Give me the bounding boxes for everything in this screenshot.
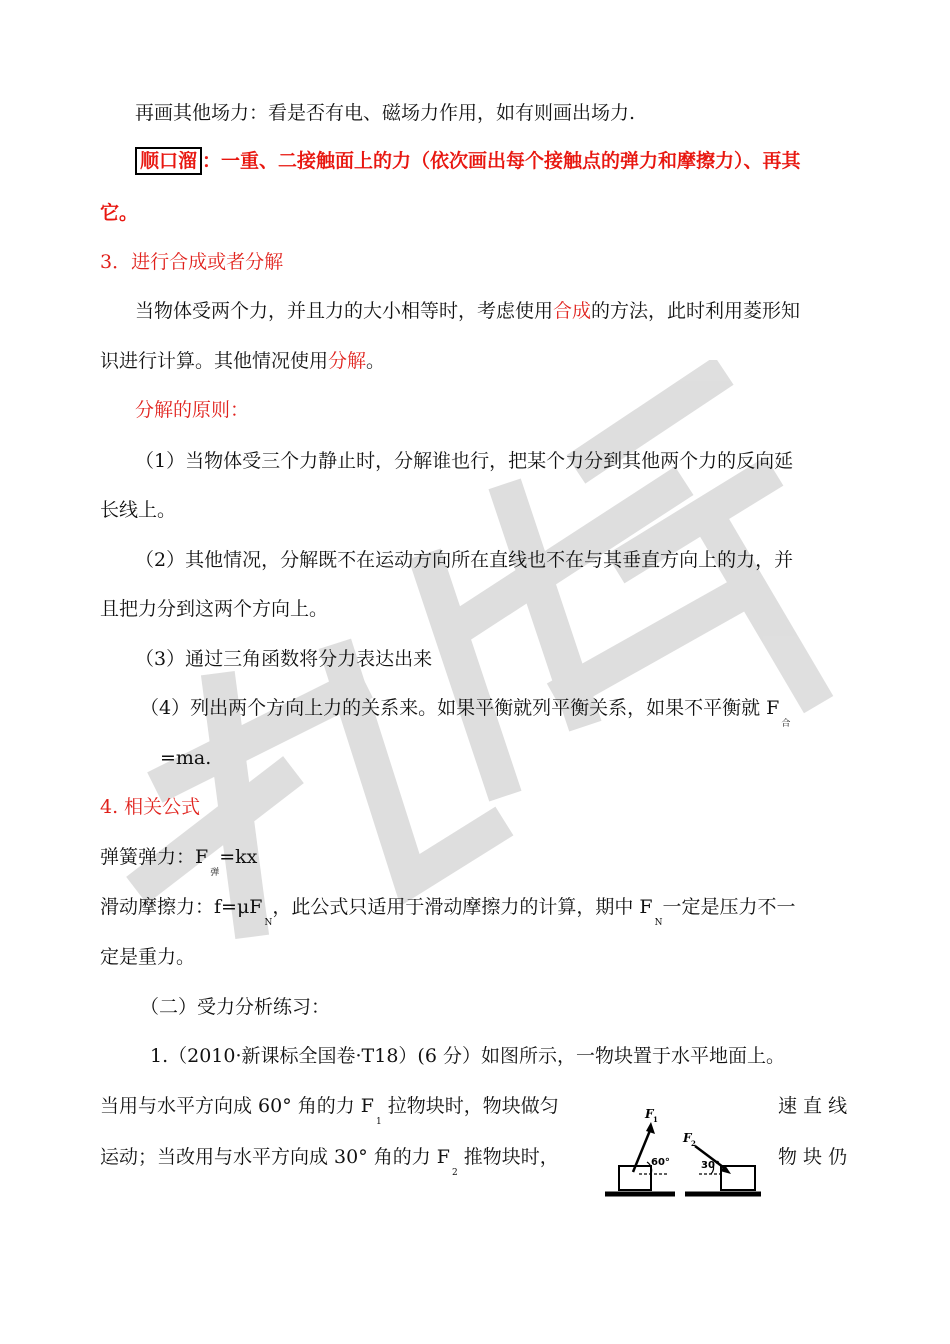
paragraph-line: （3）通过三角函数将分力表达出来 (135, 648, 433, 670)
exercise-heading: （二）受力分析练习： (140, 996, 331, 1018)
paragraph-line: 定是重力。 (100, 946, 196, 968)
question-line: 运动；当改用与水平方向成 30° 角的力 $F_2$ 推物块时， (100, 1146, 559, 1178)
paragraph-line: 再画其他场力：看是否有电、磁场力作用，如有则画出场力. (135, 102, 636, 124)
section-heading-4: 4. 相关公式 (100, 796, 201, 818)
question-line: 当用与水平方向成 60° 角的力 $F_1$ 拉物块时，物块做匀 (100, 1095, 559, 1127)
paragraph-line: 识进行计算。其他情况使用分解。 (100, 350, 386, 372)
paragraph-line: 长线上。 (100, 499, 177, 521)
subheading: 分解的原则： (135, 399, 250, 421)
paragraph-line: =ma. (160, 747, 212, 769)
question-line-right: 速 直 线 (778, 1095, 848, 1117)
paragraph-line: （2）其他情况，分解既不在运动方向所在直线也不在与其垂直方向上的力，并 (135, 549, 794, 571)
mnemonic-continuation: 它。 (100, 202, 139, 224)
question-line-right: 物 块 仍 (778, 1146, 848, 1168)
paragraph-line: （4）列出两个方向上力的关系来。如果平衡就列平衡关系，如果不平衡就 $F_合$ (140, 697, 791, 729)
f2-label: F (683, 1131, 692, 1145)
formula-spring: 弹簧弹力：$F_弹=kx$ (100, 846, 258, 878)
paragraph-line: 当物体受两个力，并且力的大小相等时，考虑使用合成的方法，此时利用菱形知 (135, 300, 801, 322)
section-heading-3: 3．进行合成或者分解 (100, 251, 284, 273)
angle-60: 60° (651, 1157, 670, 1168)
f1-label: F (645, 1107, 654, 1121)
paragraph-line: （1）当物体受三个力静止时，分解谁也行，把某个力分到其他两个力的反向延 (135, 450, 794, 472)
angle-30: 30° (701, 1160, 720, 1171)
mnemonic-label: 顺口溜 (135, 147, 202, 175)
force-diagram (603, 1102, 763, 1200)
formula-friction: 滑动摩擦力：$f=\mu F_N$，此公式只适用于滑动摩擦力的计算，期中 $F_N$一定是压力不一 (100, 896, 796, 928)
mnemonic-line: 顺口溜 ：一重、二接触面上的力（依次画出每个接触点的弹力和摩擦力）、再其 (135, 152, 801, 171)
question-line: 1.（2010·新课标全国卷·T18）(6 分）如图所示，一物块置于水平地面上。 (150, 1045, 785, 1067)
f2-sub: 2 (691, 1139, 696, 1148)
f1-sub: 1 (653, 1115, 658, 1124)
paragraph-line: 且把力分到这两个方向上。 (100, 598, 329, 620)
